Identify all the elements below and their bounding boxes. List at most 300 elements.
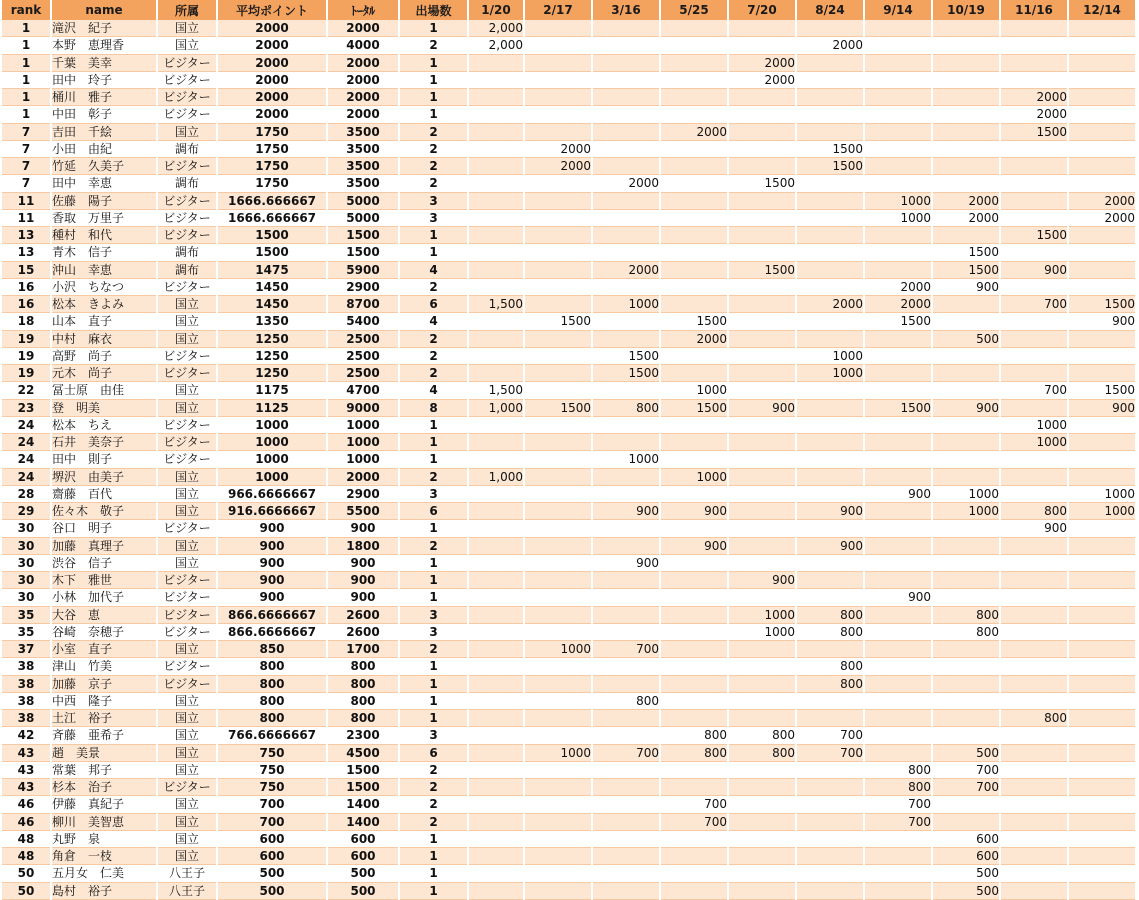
rank-cell: 38 bbox=[2, 658, 50, 675]
points-cell: 2000 bbox=[797, 296, 863, 313]
points-cell: 2000 bbox=[525, 158, 591, 175]
points-cell bbox=[1001, 279, 1067, 296]
points-cell bbox=[797, 520, 863, 537]
points-cell: 1000 bbox=[1001, 417, 1067, 434]
average-cell: 1350 bbox=[218, 313, 326, 330]
rank-cell: 30 bbox=[2, 572, 50, 589]
points-cell: 1500 bbox=[525, 313, 591, 330]
affiliation-cell: ビジター bbox=[158, 89, 216, 106]
table-row bbox=[2, 676, 1135, 693]
points-cell: 1000 bbox=[797, 348, 863, 365]
table-row bbox=[2, 382, 1135, 399]
table-row bbox=[2, 193, 1135, 210]
points-cell bbox=[1069, 72, 1135, 89]
points-cell bbox=[469, 883, 523, 900]
points-cell bbox=[1001, 37, 1067, 54]
points-cell bbox=[729, 37, 795, 54]
points-cell bbox=[469, 865, 523, 882]
average-cell: 1250 bbox=[218, 348, 326, 365]
table-row bbox=[2, 607, 1135, 624]
points-cell bbox=[661, 883, 727, 900]
points-cell bbox=[525, 227, 591, 244]
points-cell bbox=[525, 693, 591, 710]
points-cell bbox=[593, 382, 659, 399]
points-cell bbox=[661, 831, 727, 848]
points-cell bbox=[593, 141, 659, 158]
points-cell bbox=[661, 693, 727, 710]
points-cell bbox=[661, 624, 727, 641]
count-cell: 6 bbox=[400, 296, 467, 313]
points-cell bbox=[525, 848, 591, 865]
points-cell bbox=[1069, 279, 1135, 296]
points-cell: 1500 bbox=[593, 348, 659, 365]
points-cell bbox=[525, 279, 591, 296]
points-cell bbox=[933, 348, 999, 365]
date-header: 10/19 bbox=[933, 0, 999, 20]
points-cell bbox=[933, 141, 999, 158]
average-cell: 1750 bbox=[218, 141, 326, 158]
points-cell: 1500 bbox=[797, 158, 863, 175]
points-cell bbox=[1001, 451, 1067, 468]
points-cell bbox=[865, 89, 931, 106]
name-header: name bbox=[52, 0, 156, 20]
table-row bbox=[2, 503, 1135, 520]
affiliation-cell: ビジター bbox=[158, 158, 216, 175]
rank-cell: 7 bbox=[2, 124, 50, 141]
points-cell bbox=[865, 727, 931, 744]
total-header: ﾄｰﾀﾙ bbox=[328, 0, 398, 20]
count-cell: 6 bbox=[400, 503, 467, 520]
points-cell bbox=[593, 848, 659, 865]
name-cell: 小林 加代子 bbox=[52, 589, 156, 606]
points-cell bbox=[525, 572, 591, 589]
points-cell bbox=[865, 20, 931, 37]
points-cell bbox=[933, 434, 999, 451]
total-cell: 1400 bbox=[328, 796, 398, 813]
points-cell bbox=[1001, 831, 1067, 848]
points-cell bbox=[593, 20, 659, 37]
count-cell: 1 bbox=[400, 72, 467, 89]
points-cell: 1000 bbox=[593, 451, 659, 468]
points-cell bbox=[1069, 693, 1135, 710]
points-cell bbox=[661, 658, 727, 675]
points-cell: 1000 bbox=[1001, 434, 1067, 451]
rank-cell: 23 bbox=[2, 400, 50, 417]
points-cell bbox=[1069, 848, 1135, 865]
points-cell bbox=[1069, 607, 1135, 624]
points-cell bbox=[797, 106, 863, 123]
points-cell: 1500 bbox=[525, 400, 591, 417]
points-cell: 1500 bbox=[1069, 296, 1135, 313]
points-cell bbox=[1069, 37, 1135, 54]
points-cell bbox=[1069, 624, 1135, 641]
points-cell bbox=[1001, 313, 1067, 330]
points-cell bbox=[661, 72, 727, 89]
points-cell: 800 bbox=[729, 745, 795, 762]
points-cell bbox=[1001, 814, 1067, 831]
points-cell bbox=[593, 796, 659, 813]
count-cell: 1 bbox=[400, 55, 467, 72]
name-cell: 渋谷 信子 bbox=[52, 555, 156, 572]
name-cell: 山本 直子 bbox=[52, 313, 156, 330]
table-row bbox=[2, 348, 1135, 365]
points-cell bbox=[469, 658, 523, 675]
total-cell: 2500 bbox=[328, 331, 398, 348]
points-cell: 2000 bbox=[933, 210, 999, 227]
affiliation-cell: 国立 bbox=[158, 20, 216, 37]
name-cell: 石井 美奈子 bbox=[52, 434, 156, 451]
points-cell bbox=[469, 262, 523, 279]
points-cell bbox=[661, 55, 727, 72]
points-cell bbox=[933, 124, 999, 141]
total-cell: 5900 bbox=[328, 262, 398, 279]
points-cell bbox=[1069, 762, 1135, 779]
points-cell bbox=[797, 262, 863, 279]
points-cell: 800 bbox=[729, 727, 795, 744]
rank-cell: 15 bbox=[2, 262, 50, 279]
points-cell bbox=[1069, 244, 1135, 261]
total-cell: 3500 bbox=[328, 124, 398, 141]
points-cell: 1500 bbox=[933, 262, 999, 279]
rank-cell: 1 bbox=[2, 89, 50, 106]
average-cell: 1450 bbox=[218, 296, 326, 313]
rank-cell: 24 bbox=[2, 417, 50, 434]
points-cell bbox=[797, 124, 863, 141]
rank-cell: 13 bbox=[2, 227, 50, 244]
average-cell: 1000 bbox=[218, 434, 326, 451]
count-cell: 1 bbox=[400, 89, 467, 106]
average-cell: 1250 bbox=[218, 365, 326, 382]
points-cell bbox=[797, 710, 863, 727]
affiliation-cell: ビジター bbox=[158, 520, 216, 537]
name-cell: 冨士原 由佳 bbox=[52, 382, 156, 399]
count-cell: 3 bbox=[400, 486, 467, 503]
table-row bbox=[2, 434, 1135, 451]
points-cell: 1000 bbox=[1069, 503, 1135, 520]
rank-cell: 46 bbox=[2, 796, 50, 813]
points-cell bbox=[1001, 72, 1067, 89]
rank-cell: 43 bbox=[2, 779, 50, 796]
count-cell: 2 bbox=[400, 469, 467, 486]
points-cell bbox=[797, 279, 863, 296]
points-cell bbox=[797, 762, 863, 779]
points-cell bbox=[469, 555, 523, 572]
table-row bbox=[2, 469, 1135, 486]
points-cell bbox=[525, 607, 591, 624]
date-header: 11/16 bbox=[1001, 0, 1067, 20]
affiliation-cell: 国立 bbox=[158, 745, 216, 762]
points-cell bbox=[593, 313, 659, 330]
rank-cell: 11 bbox=[2, 210, 50, 227]
average-points-header: 平均ポイント bbox=[218, 0, 326, 20]
points-cell bbox=[661, 262, 727, 279]
name-cell: 田中 則子 bbox=[52, 451, 156, 468]
points-cell bbox=[525, 331, 591, 348]
points-cell: 800 bbox=[661, 745, 727, 762]
name-cell: 斉藤 亜希子 bbox=[52, 727, 156, 744]
count-cell: 1 bbox=[400, 883, 467, 900]
average-cell: 500 bbox=[218, 865, 326, 882]
points-cell bbox=[525, 814, 591, 831]
points-cell bbox=[933, 72, 999, 89]
points-cell bbox=[661, 865, 727, 882]
table-row bbox=[2, 417, 1135, 434]
points-cell bbox=[661, 37, 727, 54]
points-cell bbox=[593, 762, 659, 779]
points-cell bbox=[525, 555, 591, 572]
points-cell bbox=[797, 796, 863, 813]
affiliation-cell: 国立 bbox=[158, 296, 216, 313]
points-cell bbox=[1069, 572, 1135, 589]
table-row bbox=[2, 37, 1135, 54]
total-cell: 5000 bbox=[328, 210, 398, 227]
average-cell: 800 bbox=[218, 710, 326, 727]
count-cell: 6 bbox=[400, 745, 467, 762]
table-row bbox=[2, 572, 1135, 589]
rank-cell: 16 bbox=[2, 279, 50, 296]
total-cell: 1800 bbox=[328, 538, 398, 555]
points-cell bbox=[661, 486, 727, 503]
affiliation-cell: ビジター bbox=[158, 589, 216, 606]
points-cell bbox=[661, 175, 727, 192]
points-cell bbox=[469, 814, 523, 831]
name-cell: 小沢 ちなつ bbox=[52, 279, 156, 296]
points-cell: 900 bbox=[865, 486, 931, 503]
points-cell: 700 bbox=[1001, 296, 1067, 313]
points-cell: 600 bbox=[933, 848, 999, 865]
points-cell: 800 bbox=[865, 779, 931, 796]
points-cell bbox=[797, 486, 863, 503]
points-cell: 600 bbox=[933, 831, 999, 848]
affiliation-cell: 国立 bbox=[158, 693, 216, 710]
points-cell bbox=[1069, 55, 1135, 72]
points-cell bbox=[865, 745, 931, 762]
points-cell bbox=[1001, 141, 1067, 158]
count-cell: 2 bbox=[400, 348, 467, 365]
points-cell bbox=[729, 520, 795, 537]
points-cell bbox=[1069, 814, 1135, 831]
average-cell: 2000 bbox=[218, 106, 326, 123]
points-cell bbox=[933, 555, 999, 572]
points-cell bbox=[1069, 710, 1135, 727]
count-cell: 2 bbox=[400, 814, 467, 831]
average-cell: 900 bbox=[218, 555, 326, 572]
points-cell: 1000 bbox=[797, 365, 863, 382]
rank-cell: 35 bbox=[2, 607, 50, 624]
name-cell: 丸野 泉 bbox=[52, 831, 156, 848]
total-cell: 2300 bbox=[328, 727, 398, 744]
points-cell bbox=[525, 20, 591, 37]
average-cell: 766.6666667 bbox=[218, 727, 326, 744]
points-cell: 800 bbox=[797, 658, 863, 675]
points-cell: 1500 bbox=[865, 313, 931, 330]
points-cell bbox=[1069, 124, 1135, 141]
points-cell bbox=[1001, 538, 1067, 555]
average-cell: 2000 bbox=[218, 89, 326, 106]
affiliation-header: 所属 bbox=[158, 0, 216, 20]
affiliation-cell: 国立 bbox=[158, 848, 216, 865]
name-cell: 中村 麻衣 bbox=[52, 331, 156, 348]
name-cell: 伊藤 真紀子 bbox=[52, 796, 156, 813]
points-cell bbox=[729, 331, 795, 348]
table-row bbox=[2, 158, 1135, 175]
rank-cell: 7 bbox=[2, 141, 50, 158]
total-cell: 2900 bbox=[328, 486, 398, 503]
name-cell: 田中 玲子 bbox=[52, 72, 156, 89]
points-cell bbox=[933, 296, 999, 313]
points-cell bbox=[729, 227, 795, 244]
average-cell: 1450 bbox=[218, 279, 326, 296]
points-cell bbox=[469, 710, 523, 727]
total-cell: 1000 bbox=[328, 434, 398, 451]
points-cell bbox=[525, 55, 591, 72]
points-cell bbox=[933, 417, 999, 434]
points-cell: 2000 bbox=[729, 72, 795, 89]
count-cell: 1 bbox=[400, 589, 467, 606]
points-cell: 800 bbox=[797, 607, 863, 624]
points-cell bbox=[525, 796, 591, 813]
points-cell bbox=[797, 382, 863, 399]
total-cell: 1000 bbox=[328, 451, 398, 468]
average-cell: 700 bbox=[218, 814, 326, 831]
rank-cell: 46 bbox=[2, 814, 50, 831]
points-cell bbox=[525, 538, 591, 555]
points-cell: 1000 bbox=[865, 193, 931, 210]
points-cell bbox=[525, 503, 591, 520]
rank-cell: 16 bbox=[2, 296, 50, 313]
table-row bbox=[2, 555, 1135, 572]
points-cell bbox=[469, 175, 523, 192]
points-cell: 1500 bbox=[1069, 382, 1135, 399]
table-row bbox=[2, 865, 1135, 882]
points-cell: 1000 bbox=[729, 624, 795, 641]
rank-cell: 1 bbox=[2, 20, 50, 37]
points-cell bbox=[729, 348, 795, 365]
points-cell: 900 bbox=[661, 503, 727, 520]
points-cell bbox=[525, 865, 591, 882]
points-cell bbox=[1069, 883, 1135, 900]
points-cell bbox=[525, 262, 591, 279]
points-cell bbox=[1001, 796, 1067, 813]
points-cell bbox=[469, 607, 523, 624]
points-cell bbox=[593, 417, 659, 434]
count-cell: 4 bbox=[400, 382, 467, 399]
points-cell bbox=[661, 244, 727, 261]
points-cell bbox=[865, 262, 931, 279]
table-body bbox=[2, 20, 1135, 900]
points-cell bbox=[593, 210, 659, 227]
points-cell bbox=[1001, 175, 1067, 192]
points-cell bbox=[865, 538, 931, 555]
average-cell: 600 bbox=[218, 848, 326, 865]
rank-cell: 18 bbox=[2, 313, 50, 330]
points-cell bbox=[1069, 865, 1135, 882]
points-cell bbox=[593, 814, 659, 831]
name-cell: 高野 尚子 bbox=[52, 348, 156, 365]
points-cell bbox=[469, 124, 523, 141]
points-cell bbox=[729, 831, 795, 848]
table-row bbox=[2, 296, 1135, 313]
points-cell: 2000 bbox=[865, 296, 931, 313]
rank-cell: 28 bbox=[2, 486, 50, 503]
table-row bbox=[2, 313, 1135, 330]
total-cell: 900 bbox=[328, 555, 398, 572]
points-cell bbox=[593, 37, 659, 54]
points-cell bbox=[797, 244, 863, 261]
table-row bbox=[2, 727, 1135, 744]
points-cell bbox=[593, 244, 659, 261]
rank-cell: 11 bbox=[2, 193, 50, 210]
table-row bbox=[2, 831, 1135, 848]
table-row bbox=[2, 124, 1135, 141]
points-cell: 800 bbox=[797, 624, 863, 641]
count-cell: 3 bbox=[400, 193, 467, 210]
points-cell bbox=[933, 538, 999, 555]
total-cell: 5500 bbox=[328, 503, 398, 520]
affiliation-cell: 国立 bbox=[158, 762, 216, 779]
points-cell: 1500 bbox=[1001, 124, 1067, 141]
points-cell bbox=[865, 520, 931, 537]
points-cell bbox=[933, 727, 999, 744]
points-cell bbox=[865, 175, 931, 192]
points-cell bbox=[593, 831, 659, 848]
points-cell bbox=[797, 589, 863, 606]
rank-cell: 50 bbox=[2, 883, 50, 900]
points-cell bbox=[933, 89, 999, 106]
affiliation-cell: ビジター bbox=[158, 55, 216, 72]
points-cell bbox=[1001, 589, 1067, 606]
points-cell bbox=[729, 296, 795, 313]
average-cell: 750 bbox=[218, 762, 326, 779]
points-cell: 2000 bbox=[865, 279, 931, 296]
points-cell: 800 bbox=[797, 676, 863, 693]
points-cell bbox=[593, 779, 659, 796]
total-cell: 1500 bbox=[328, 762, 398, 779]
points-cell bbox=[1069, 175, 1135, 192]
affiliation-cell: 国立 bbox=[158, 503, 216, 520]
points-cell bbox=[865, 227, 931, 244]
points-cell: 1,000 bbox=[469, 469, 523, 486]
points-cell bbox=[593, 124, 659, 141]
date-header: 12/14 bbox=[1069, 0, 1135, 20]
points-cell bbox=[933, 365, 999, 382]
points-cell bbox=[933, 693, 999, 710]
points-cell bbox=[593, 279, 659, 296]
total-cell: 900 bbox=[328, 520, 398, 537]
points-cell: 1000 bbox=[525, 641, 591, 658]
points-cell: 2000 bbox=[661, 124, 727, 141]
average-cell: 800 bbox=[218, 693, 326, 710]
points-cell: 1000 bbox=[933, 503, 999, 520]
name-cell: 松本 ちえ bbox=[52, 417, 156, 434]
date-header: 7/20 bbox=[729, 0, 795, 20]
points-cell bbox=[1069, 779, 1135, 796]
points-cell: 700 bbox=[865, 796, 931, 813]
points-cell bbox=[797, 779, 863, 796]
points-cell bbox=[525, 296, 591, 313]
points-cell bbox=[933, 658, 999, 675]
count-cell: 2 bbox=[400, 158, 467, 175]
points-cell bbox=[729, 365, 795, 382]
points-cell bbox=[469, 331, 523, 348]
points-cell bbox=[1069, 451, 1135, 468]
points-cell bbox=[1069, 348, 1135, 365]
points-cell bbox=[661, 520, 727, 537]
points-cell bbox=[525, 589, 591, 606]
points-cell bbox=[933, 382, 999, 399]
points-cell bbox=[661, 762, 727, 779]
points-cell bbox=[661, 227, 727, 244]
